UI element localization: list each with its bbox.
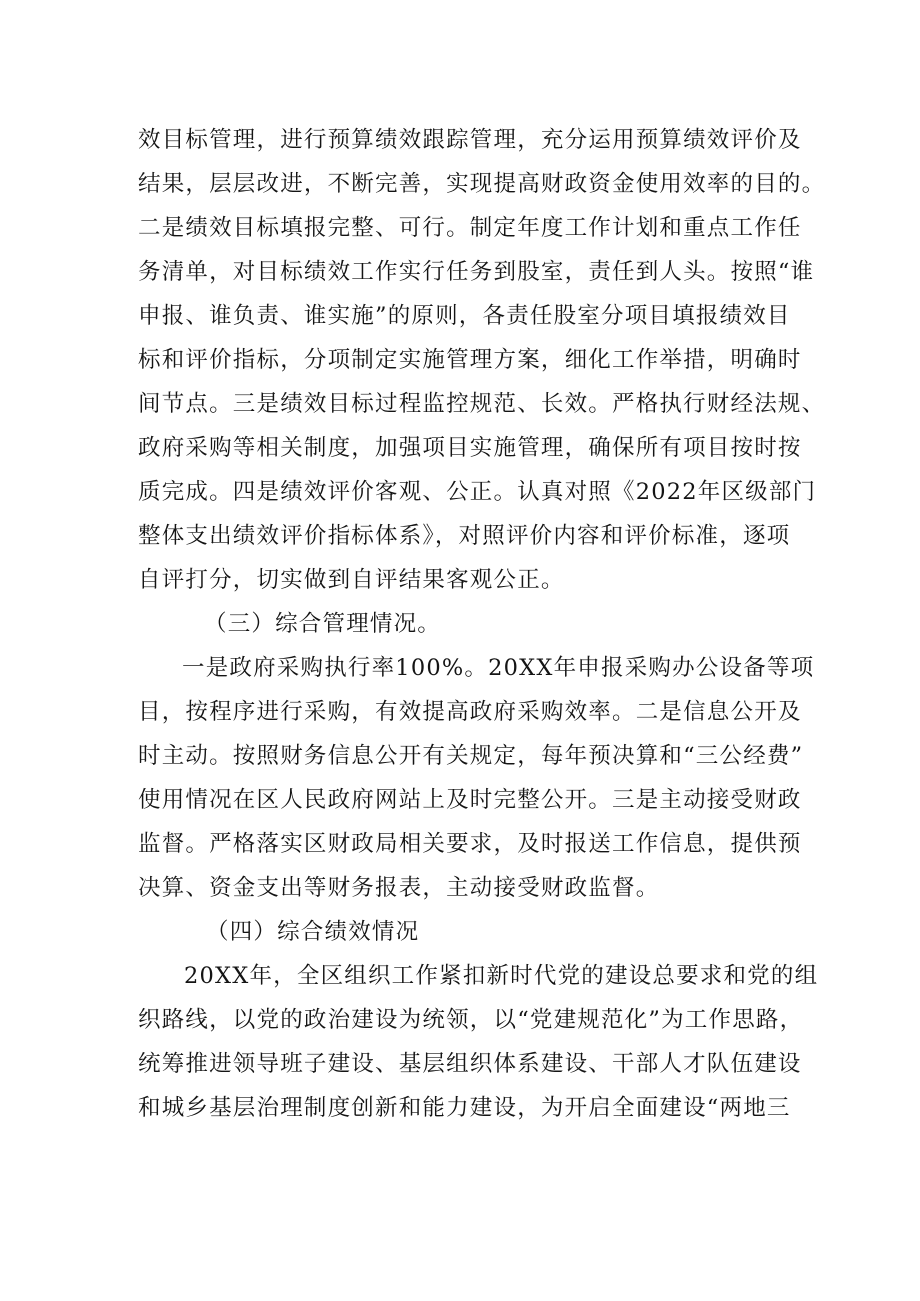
text-line: 整体支出绩效评价指标体系》，对照评价内容和评价标准，逐项 [138, 523, 791, 549]
text-line: 和城乡基层治理制度创新和能力建设，为开启全面建设“两地三 [138, 1095, 791, 1121]
text-line: 一是政府采购执行率100%。20XX年申报采购办公设备等项 [182, 655, 815, 681]
text-line: 时主动。按照财务信息公开有关规定，每年预决算和“三公经费” [138, 743, 804, 769]
text-line: 标和评价指标，分项制定实施管理方案，细化工作举措，明确时 [138, 347, 802, 373]
text-line: 使用情况在区人民政府网站上及时完整公开。三是主动接受财政 [138, 787, 802, 813]
text-line: 质完成。四是绩效评价客观、公正。认真对照《2022年区级部门 [138, 479, 817, 505]
text-line: 织路线，以党的政治建设为统领，以“党建规范化”为工作思路， [138, 1007, 804, 1033]
text-line: 政府采购等相关制度，加强项目实施管理，确保所有项目按时按 [138, 435, 802, 461]
text-line: 效目标管理，进行预算绩效跟踪管理，充分运用预算绩效评价及 [138, 127, 802, 153]
text-line: 监督。严格落实区财政局相关要求，及时报送工作信息，提供预 [138, 831, 802, 857]
text-line: 申报、谁负责、谁实施”的原则，各责任股室分项目填报绩效目 [138, 303, 791, 329]
text-line: 20XX年，全区组织工作紧扣新时代党的建设总要求和党的组 [184, 963, 819, 989]
text-line: 决算、资金支出等财务报表，主动接受财政监督。 [138, 875, 660, 901]
text-line: 结果，层层改进，不断完善，实现提高财政资金使用效率的目的。 [138, 171, 826, 197]
text-line: 统筹推进领导班子建设、基层组织体系建设、干部人才队伍建设 [138, 1051, 802, 1077]
text-line: 间节点。三是绩效目标过程监控规范、长效。严格执行财经法规、 [138, 391, 826, 417]
text-line: 二是绩效目标填报完整、可行。制定年度工作计划和重点工作任 [138, 215, 802, 241]
section-heading: （三）综合管理情况。 [204, 611, 442, 637]
text-line: 目，按程序进行采购，有效提高政府采购效率。二是信息公开及 [138, 699, 802, 725]
text-line: 自评打分，切实做到自评结果客观公正。 [138, 567, 565, 593]
text-line: 务清单，对目标绩效工作实行任务到股室，责任到人头。按照“谁 [138, 259, 815, 285]
section-heading: （四）综合绩效情况 [206, 919, 420, 945]
